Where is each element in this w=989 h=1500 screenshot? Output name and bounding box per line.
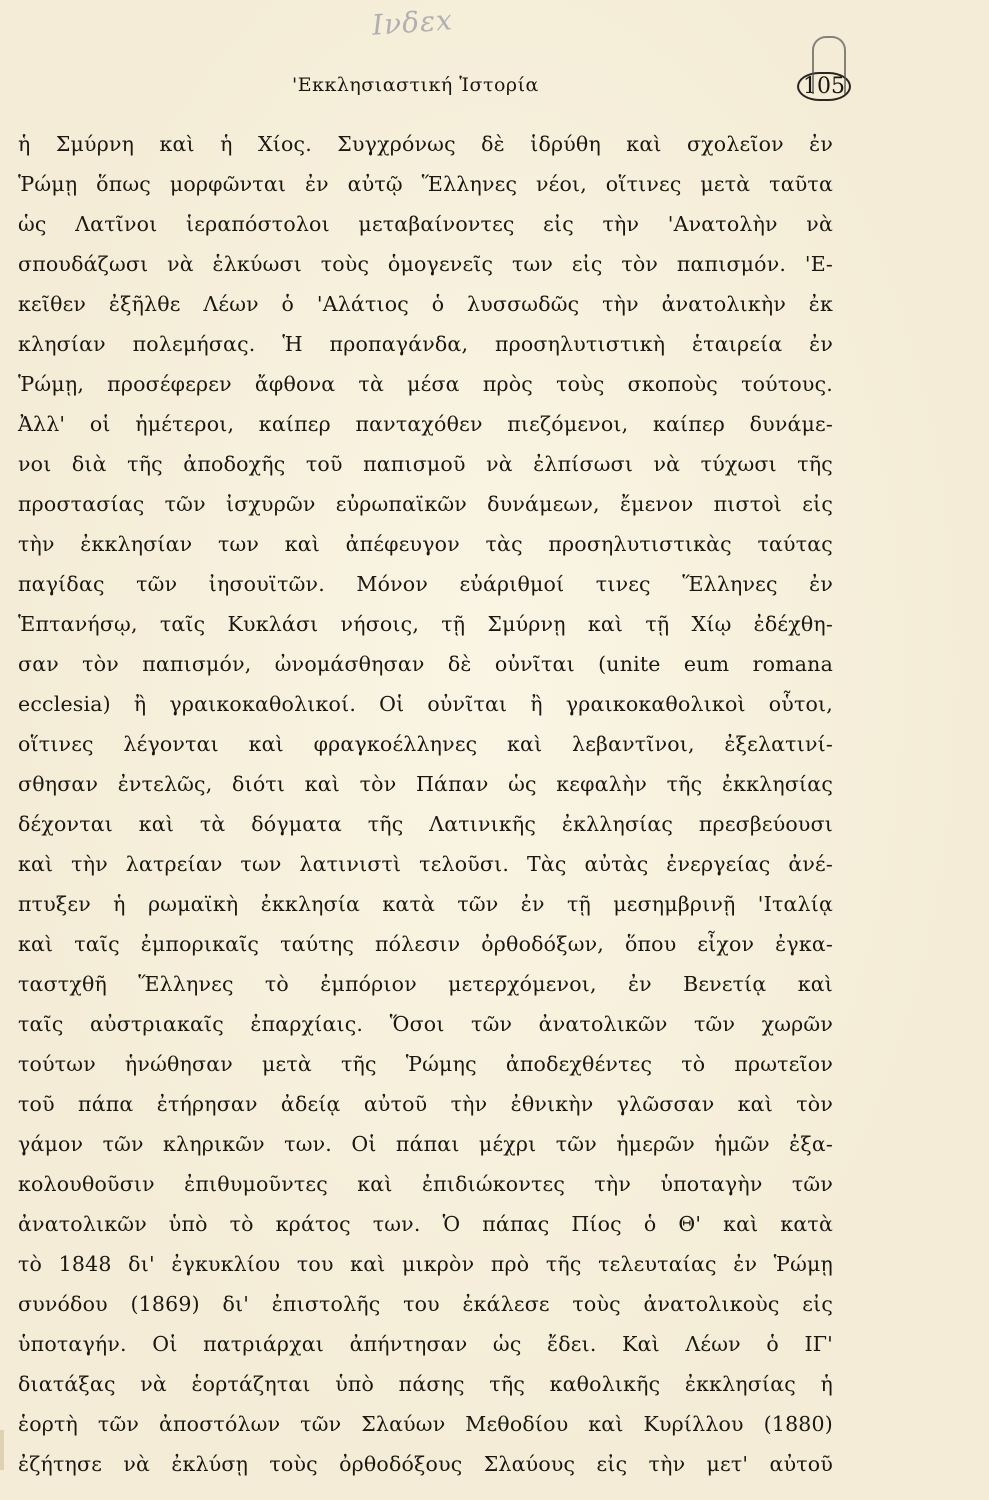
text-line: ἐζήτησε νὰ ἐκλύσῃ τοὺς ὀρθοδόξους Σλαύους εἰς τὴν μετ' αὐτοῦ: [18, 1452, 833, 1476]
page-number: 105: [797, 72, 851, 101]
text-line: ἀνατολικῶν ὑπὸ τὸ κράτος των. Ὁ πάπας Πίος ὁ Θ' καὶ κατὰ: [18, 1212, 833, 1236]
pencil-annotation: Ινδεx: [370, 3, 454, 42]
text-line: ἑορτὴ τῶν ἀποστόλων τῶν Σλαύων Μεθοδίου καὶ Κυρίλλου (1880): [18, 1412, 833, 1436]
text-line: προστασίας τῶν ἰσχυρῶν εὐρωπαϊκῶν δυνάμεων, ἔμενον πιστοὶ εἰς: [18, 492, 833, 516]
text-line: διατάξας νὰ ἑορτάζηται ὑπὸ πάσης τῆς καθολικῆς ἐκκλησίας ἡ: [18, 1372, 833, 1396]
text-line: τὸ 1848 δι' ἐγκυκλίου του καὶ μικρὸν πρὸ τῆς τελευταίας ἐν Ῥώμῃ: [18, 1252, 833, 1276]
text-line: ταῖς αὐστριακαῖς ἐπαρχίαις. Ὅσοι τῶν ἀνατολικῶν τῶν χωρῶν: [18, 1012, 833, 1036]
text-line: παγίδας τῶν ἰησουϊτῶν. Μόνον εὐάριθμοί τινες Ἕλληνες ἐν: [18, 572, 833, 596]
text-line: κεῖθεν ἐξῆλθε Λέων ὁ 'Αλάτιος ὁ λυσσωδῶς τὴν ἀνατολικὴν ἐκ: [18, 292, 833, 316]
text-line: ὑποταγήν. Οἱ πατριάρχαι ἀπήντησαν ὡς ἔδει. Καὶ Λέων ὁ ΙΓ': [18, 1332, 833, 1356]
text-line: οἵτινες λέγονται καὶ φραγκοέλληνες καὶ λεβαντῖνοι, ἐξελατινί-: [18, 732, 833, 756]
text-line: καὶ ταῖς ἐμπορικαῖς ταύτης πόλεσιν ὀρθοδόξων, ὅπου εἶχον ἐγκα-: [18, 932, 833, 956]
text-line: κολουθοῦσιν ἐπιθυμοῦντες καὶ ἐπιδιώκοντες τὴν ὑποταγὴν τῶν: [18, 1172, 833, 1196]
body-text: [18, 124, 833, 1484]
text-line: ecclesia) ἢ γραικοκαθολικοί. Οἱ οὐνῖται ἢ γραικοκαθολικοὶ οὗτοι,: [18, 692, 833, 716]
text-line: σθησαν ἐντελῶς, διότι καὶ τὸν Πάπαν ὡς κεφαλὴν τῆς ἐκκλησίας: [18, 772, 833, 796]
text-line: τὴν ἐκκλησίαν των καὶ ἀπέφευγον τὰς προσηλυτιστικὰς ταύτας: [18, 532, 833, 556]
text-line: νοι διὰ τῆς ἀποδοχῆς τοῦ παπισμοῦ νὰ ἐλπίσωσι νὰ τύχωσι τῆς: [18, 452, 833, 476]
text-line: ἡ Σμύρνη καὶ ἡ Χίος. Συγχρόνως δὲ ἱδρύθη καὶ σχολεῖον ἐν: [18, 132, 833, 156]
text-line: συνόδου (1869) δι' ἐπιστολῆς του ἐκάλεσε τοὺς ἀνατολικοὺς εἰς: [18, 1292, 833, 1316]
running-title: 'Εκκλησιαστική Ἱστορία: [292, 74, 539, 96]
text-line: Ῥώμῃ, προσέφερεν ἄφθονα τὰ μέσα πρὸς τοὺς σκοποὺς τούτους.: [18, 372, 833, 396]
text-line: τοῦ πάπα ἐτήρησαν ἀδείᾳ αὐτοῦ τὴν ἐθνικὴν γλῶσσαν καὶ τὸν: [18, 1092, 833, 1116]
text-line: κλησίαν πολεμήσας. Ἡ προπαγάνδα, προσηλυτιστικὴ ἑταιρεία ἐν: [18, 332, 833, 356]
text-line: τούτων ἡνώθησαν μετὰ τῆς Ῥώμης ἀποδεχθέντες τὸ πρωτεῖον: [18, 1052, 833, 1076]
text-line: Ῥώμῃ ὅπως μορφῶνται ἐν αὐτῷ Ἕλληνες νέοι, οἵτινες μετὰ ταῦτα: [18, 172, 833, 196]
text-line: Ἑπτανήσῳ, ταῖς Κυκλάσι νήσοις, τῇ Σμύρνῃ καὶ τῇ Χίῳ ἐδέχθη-: [18, 612, 833, 636]
margin-edge-mark: [0, 1430, 4, 1470]
text-line: ταστχθῆ Ἕλληνες τὸ ἐμπόριον μετερχόμενοι, ἐν Βενετίᾳ καὶ: [18, 972, 833, 996]
text-line: Ἀλλ' οἱ ἡμέτεροι, καίπερ πανταχόθεν πιεζόμενοι, καίπερ δυνάμε-: [18, 412, 833, 436]
text-line: γάμον τῶν κληρικῶν των. Οἱ πάπαι μέχρι τῶν ἡμερῶν ἡμῶν ἐξα-: [18, 1132, 833, 1156]
text-line: δέχονται καὶ τὰ δόγματα τῆς Λατινικῆς ἐκλλησίας πρεσβεύουσι: [18, 812, 833, 836]
text-line: πτυξεν ἡ ρωμαϊκὴ ἐκκλησία κατὰ τῶν ἐν τῇ μεσημβρινῇ 'Ιταλίᾳ: [18, 892, 833, 916]
text-line: σαν τὸν παπισμόν, ὠνομάσθησαν δὲ οὐνῖται (unite eum romana: [18, 652, 833, 676]
text-line: ὡς Λατῖνοι ἱεραπόστολοι μεταβαίνοντες εἰς τὴν 'Ανατολὴν νὰ: [18, 212, 833, 236]
text-line: σπουδάζωσι νὰ ἑλκύωσι τοὺς ὁμογενεῖς των εἰς τὸν παπισμόν. 'Ε-: [18, 252, 833, 276]
pencil-mark-icon: [812, 36, 846, 94]
text-line: καὶ τὴν λατρείαν των λατινιστὶ τελοῦσι. Τὰς αὐτὰς ἐνεργείας ἀνέ-: [18, 852, 833, 876]
